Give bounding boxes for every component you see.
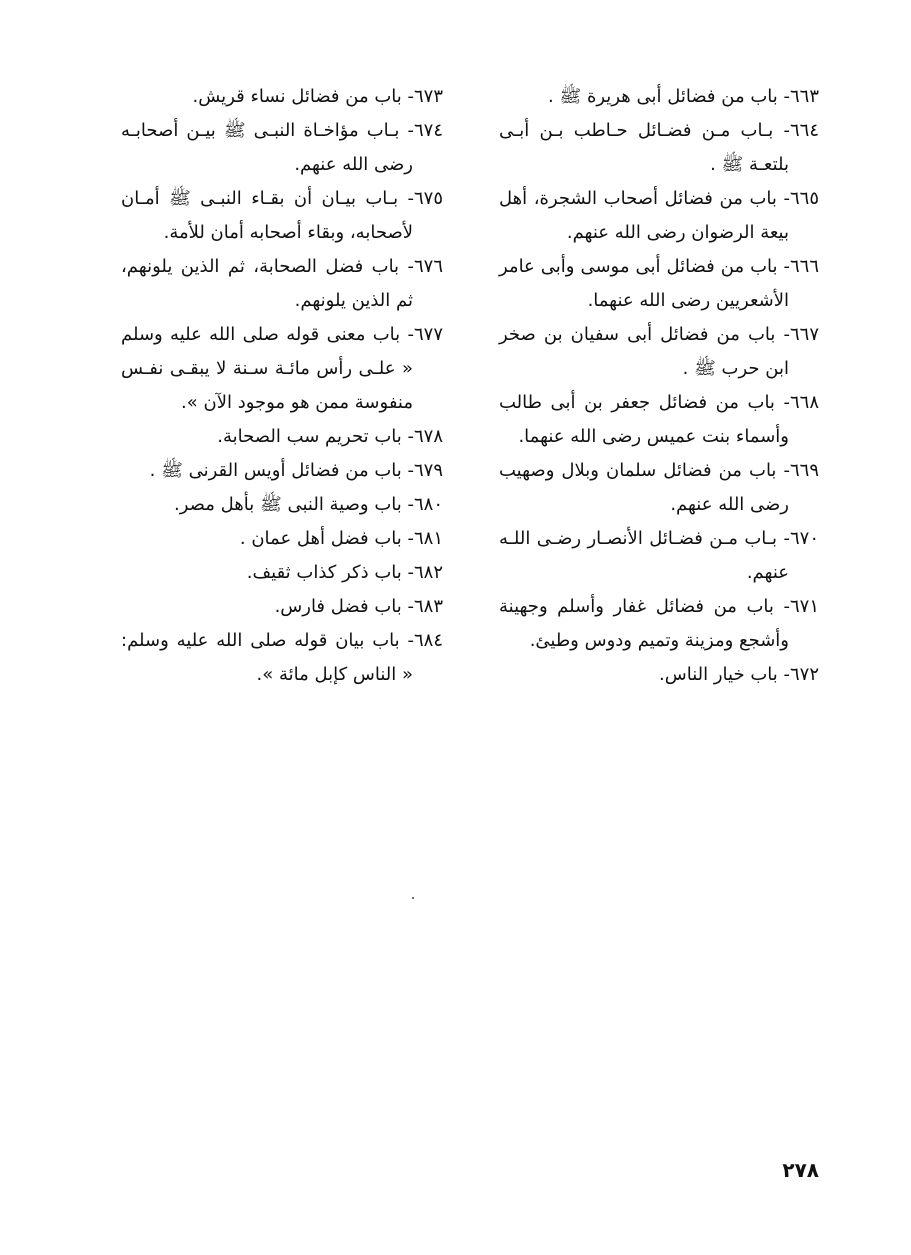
toc-entry [121,624,443,692]
toc-entry [121,488,443,522]
toc-entry-text: ٦٨٣- باب فضل فارس. [274,596,443,617]
toc-entry-text: ٦٦٧- باب من فضائل أبى سفيان بن صخر ابن حرب ﷺ . [499,324,819,379]
toc-entry [499,114,819,182]
toc-entry [121,114,443,182]
toc-entry [121,522,443,556]
toc-entry-text: ٦٧٧- باب معنى قوله صلى الله عليه وسلم « علـى رأس مائـة سـنة لا يبقـى نفـس منفوسة ممن هو موجود الآن ». [121,324,443,413]
toc-entry-text: ٦٨٠- باب وصية النبى ﷺ بأهل مصر. [174,494,443,515]
toc-entry-text: ٦٧٩- باب من فضائل أويس القرنى ﷺ . [149,460,443,481]
toc-entry [121,556,443,590]
toc-column-left [121,80,443,692]
toc-entry-text: ٦٨٢- باب ذكر كذاب ثقيف. [246,562,443,583]
toc-entry-text: ٦٧١- باب من فضائل غفار وأسلم وجهينة وأشجع ومزينة وتميم ودوس وطيئ. [499,596,819,651]
toc-entry-text: ٦٧٢- باب خيار الناس. [659,664,819,685]
toc-entry-text: ٦٧٦- باب فضل الصحابة، ثم الذين يلونهم، ثم الذين يلونهم. [121,256,443,311]
toc-entry [499,80,819,114]
page-number: ٢٧٨ [782,1158,819,1182]
toc-entry [121,420,443,454]
toc-entry [499,386,819,454]
toc-entry [121,590,443,624]
toc-entry [499,658,819,692]
toc-column-right [499,80,819,692]
toc-entry [499,590,819,658]
toc-entry-text: ٦٧٥- بـاب بيـان أن بقـاء النبـى ﷺ أمـان لأصحابه، وبقاء أصحابه أمان للأمة. [121,188,443,243]
toc-entry-text: ٦٦٩- باب من فضائل سلمان وبلال وصهيب رضى الله عنهم. [499,460,819,515]
toc-entry [499,318,819,386]
toc-entry-text: ٦٨٤- باب بيان قوله صلى الله عليه وسلم: « الناس كإبل مائة ». [121,630,443,685]
toc-entry-text: ٦٦٥- باب من فضائل أصحاب الشجرة، أهل بيعة الرضوان رضى الله عنهم. [499,188,819,243]
toc-entry [499,454,819,522]
toc-entry [121,250,443,318]
toc-entry-text: ٦٦٨- باب من فضائل جعفر بن أبى طالب وأسماء بنت عميس رضى الله عنهما. [499,392,819,447]
toc-entry-text: ٦٨١- باب فضل أهل عمان . [239,528,443,549]
toc-entry-text: ٦٧٠- بـاب مـن فضـائل الأنصـار رضـى اللـه عنهم. [499,528,819,583]
toc-entry-text: ٦٧٣- باب من فضائل نساء قريش. [192,86,443,107]
toc-entry [121,182,443,250]
toc-entry-text: ٦٦٦- باب من فضائل أبى موسى وأبى عامر الأشعريين رضى الله عنهما. [499,256,819,311]
scan-speck [412,897,414,899]
toc-entry [499,522,819,590]
toc-entry [121,454,443,488]
toc-entry-text: ٦٧٤- بـاب مؤاخـاة النبـى ﷺ بيـن أصحابـه رضى الله عنهم. [121,120,443,175]
toc-entry-text: ٦٦٣- باب من فضائل أبى هريرة ﷺ . [548,86,819,107]
toc-entry [121,80,443,114]
toc-entry-text: ٦٦٤- بـاب مـن فضـائل حـاطب بـن أبـى بلتعـة ﷺ . [499,120,819,175]
toc-entry [121,318,443,420]
toc-entry [499,182,819,250]
toc-entry [499,250,819,318]
toc-entry-text: ٦٧٨- باب تحريم سب الصحابة. [217,426,443,447]
